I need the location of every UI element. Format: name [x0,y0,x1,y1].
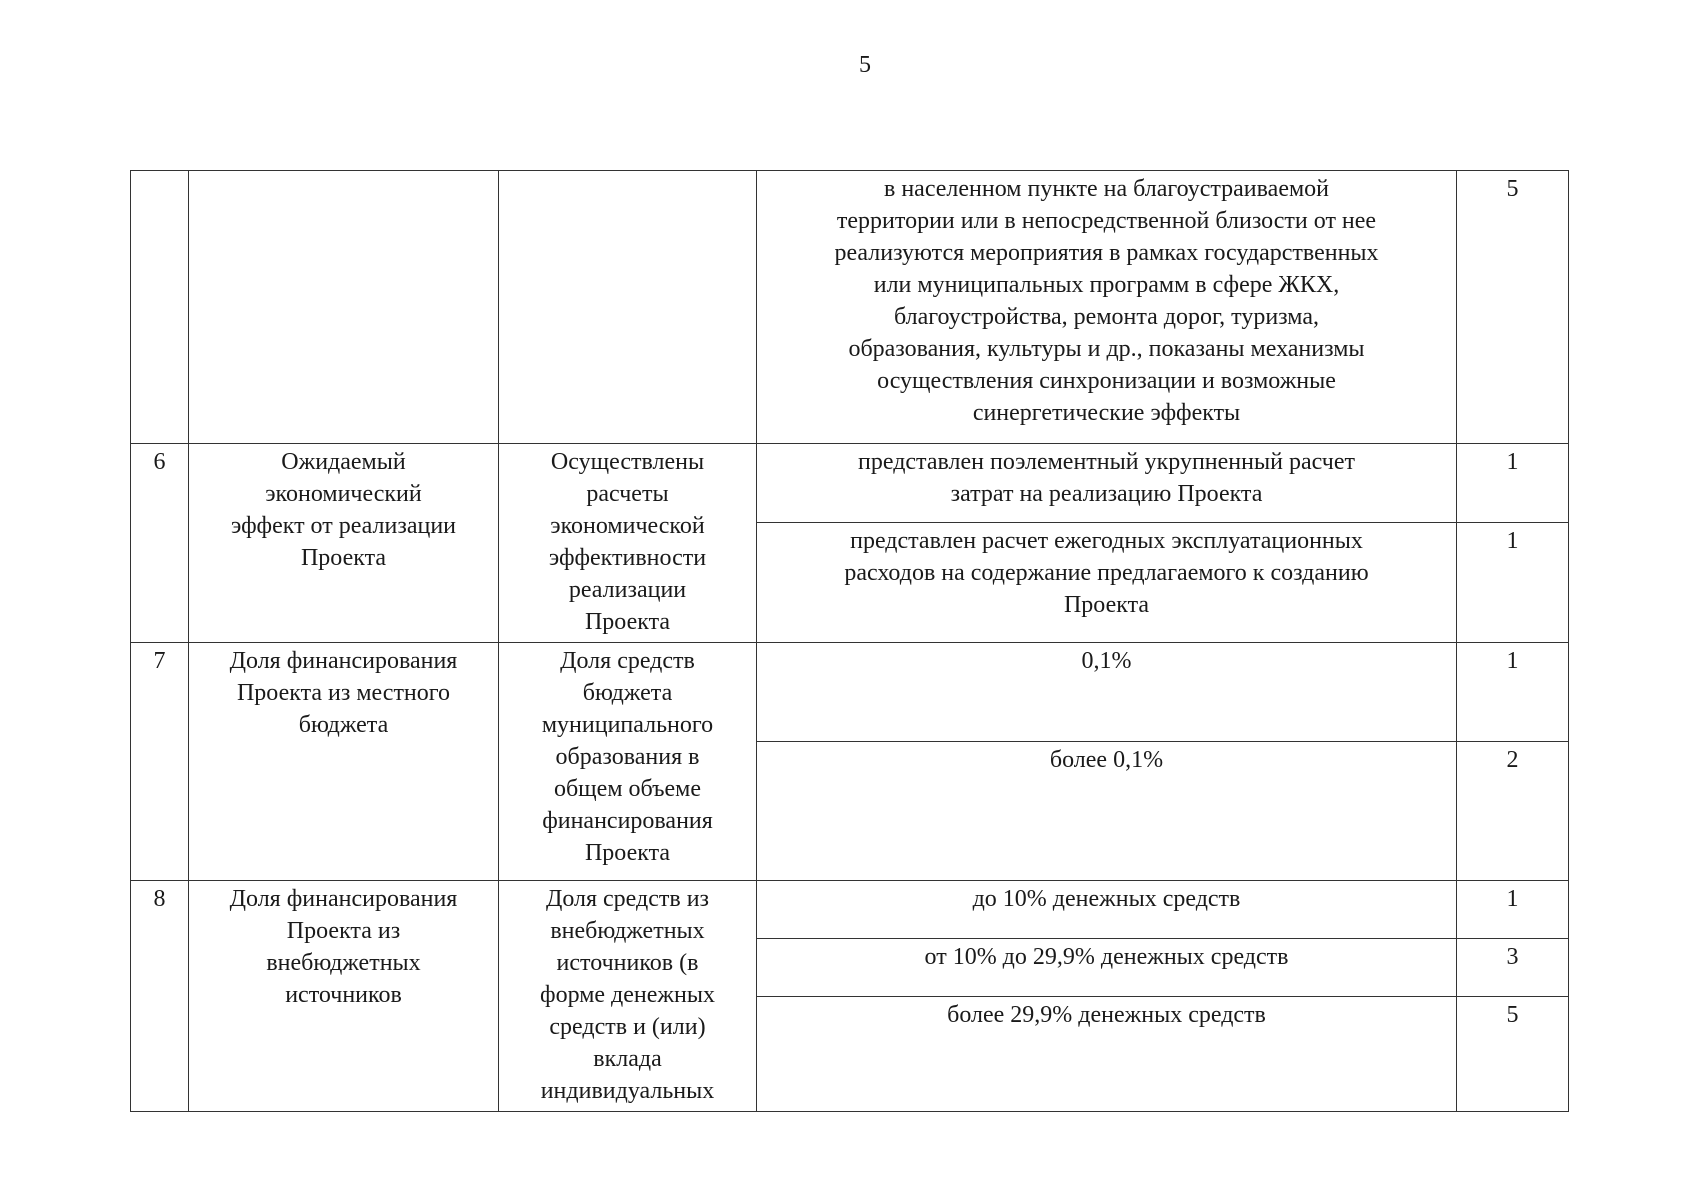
row-number-cell [131,171,189,444]
score-cell: 1 [1457,444,1569,523]
condition-cell: представлен расчет ежегодных эксплуатационных расходов на содержание предлагаемого к созданию Проекта [757,523,1457,643]
indicator-cell: Осуществлены расчеты экономической эффективности реализации Проекта [499,444,757,643]
condition-cell: до 10% денежных средств [757,881,1457,939]
table-row-7 [131,643,1569,742]
criterion-cell: Ожидаемый экономический эффект от реализации Проекта [189,444,499,643]
score-cell: 1 [1457,643,1569,742]
indicator-cell [499,171,757,444]
criteria-table [130,170,1569,1112]
score-cell: 5 [1457,997,1569,1112]
indicator-cell: Доля средств из внебюджетных источников (в форме денежных средств и (или) вклада индивидуальных [499,881,757,1112]
score-cell: 3 [1457,939,1569,997]
row-number-cell: 8 [131,881,189,1112]
condition-cell: более 29,9% денежных средств [757,997,1457,1112]
criterion-cell: Доля финансирования Проекта из местного бюджета [189,643,499,881]
page-number: 5 [859,52,871,78]
condition-cell: от 10% до 29,9% денежных средств [757,939,1457,997]
indicator-cell: Доля средств бюджета муниципального образования в общем объеме финансирования Проекта [499,643,757,881]
condition-cell: представлен поэлементный укрупненный расчет затрат на реализацию Проекта [757,444,1457,523]
criterion-cell [189,171,499,444]
criterion-cell: Доля финансирования Проекта из внебюджетных источников [189,881,499,1112]
condition-cell: более 0,1% [757,742,1457,881]
score-cell: 1 [1457,881,1569,939]
table-row-6 [131,444,1569,523]
row-number-cell: 7 [131,643,189,881]
condition-cell: в населенном пункте на благоустраиваемой территории или в непосредственной близости от нее реализуются мероприятия в рамках государственных или муниципальных программ в сфере ЖКХ, благоустройства, ремонта дорог, туризма, образования, культуры и др., показаны механизмы осуществления синхронизации и возможные синергетические эффекты [757,171,1457,444]
score-cell: 5 [1457,171,1569,444]
condition-cell: 0,1% [757,643,1457,742]
score-cell: 2 [1457,742,1569,881]
row-number-cell: 6 [131,444,189,643]
score-cell: 1 [1457,523,1569,643]
table-row-continuation [131,171,1569,444]
table-row-8 [131,881,1569,939]
